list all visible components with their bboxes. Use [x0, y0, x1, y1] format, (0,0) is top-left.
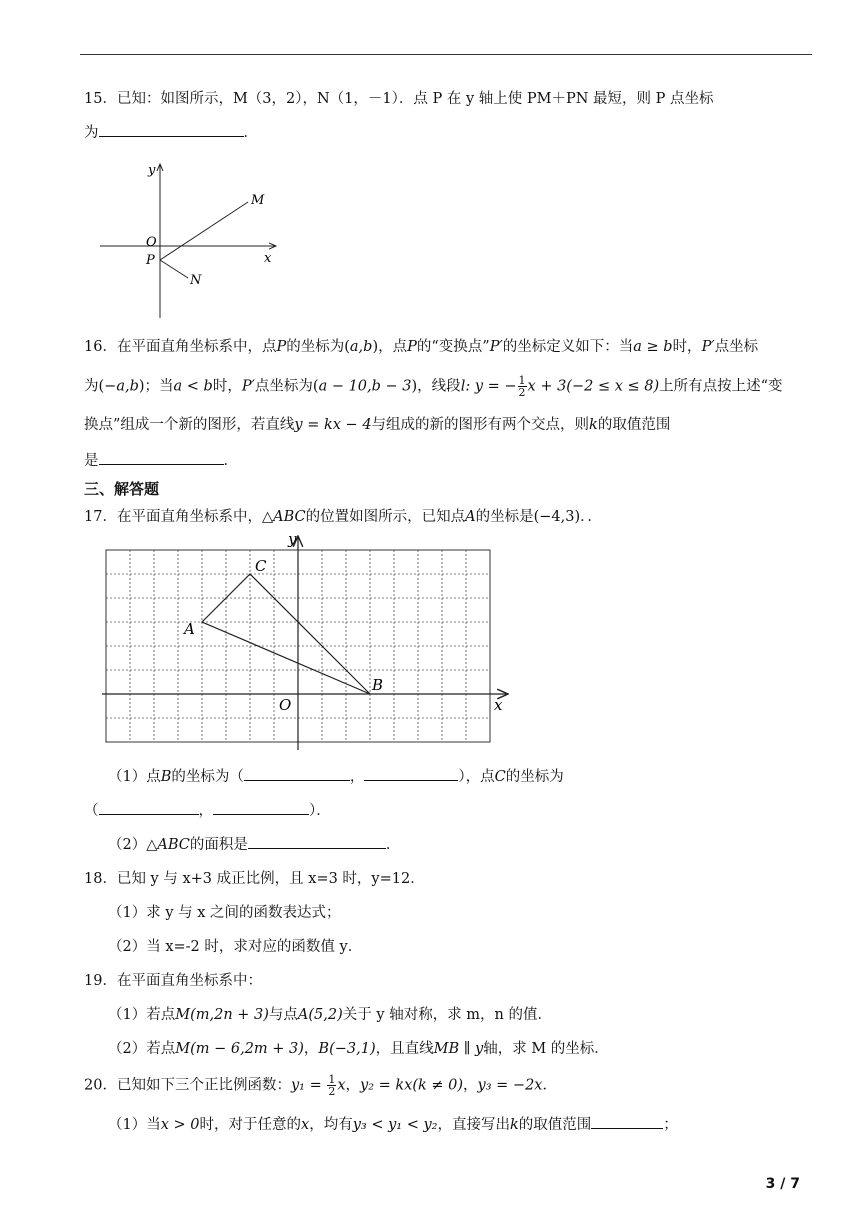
q18-part2: （2）当 x=-2 时，求对应的函数值 y． — [108, 939, 363, 955]
answer-blank[interactable] — [248, 834, 386, 849]
answer-blank[interactable] — [99, 122, 244, 137]
n-label: N — [190, 273, 202, 288]
q17-part1: （1）点B的坐标为（ ， ），点C的坐标为 — [108, 766, 564, 788]
m-label: M — [251, 193, 265, 208]
q20-line1: 20．已知如下三个正比例函数：y₁ = $\frac{1}{2}$ x，y₂ = kx(k ≠ 0)，y₃ = −2x． — [84, 1073, 557, 1098]
answer-blank[interactable] — [213, 800, 309, 815]
q17-part2: （2）△ABC的面积是 ． — [108, 834, 400, 856]
q20-part1: （1）当x > 0时，对于任意的x，均有y₃ < y₁ < y₂，直接写出k的取值范围 ； — [108, 1114, 678, 1136]
segment-pn — [160, 260, 188, 278]
q16-line3: 换点”组成一个新的图形，若直线y = kx − 4与组成的新的图形有两个交点，则k的取值范围 — [84, 417, 671, 433]
q16-line1: 16．在平面直角坐标系中，点P的坐标为(a,b)，点P的“变换点”P′的坐标定义如下：当a ≥ b时，P′点坐标 — [84, 339, 759, 355]
y-label: y — [288, 530, 297, 548]
answer-blank[interactable] — [364, 766, 458, 781]
q19-part2: （2）若点M(m − 6,2m + 3)，B(−3,1)，且直线MB ∥ y轴，求 M 的坐标． — [108, 1041, 609, 1057]
page-number: 3 / 7 — [765, 1176, 800, 1192]
q16-line4: 是 ． — [84, 450, 238, 472]
q17-figure — [98, 530, 518, 756]
q18-line1: 18．已知 y 与 x+3 成正比例，且 x=3 时，y=12． — [84, 871, 425, 887]
answer-blank[interactable] — [244, 766, 350, 781]
answer-blank[interactable] — [99, 450, 224, 465]
q17-line1: 17．在平面直角坐标系中，△ABC的位置如图所示，已知点A的坐标是(−4,3)．． — [84, 509, 602, 525]
section-title: 三、解答题 — [84, 480, 160, 498]
q18-part1: （1）求 y 与 x 之间的函数表达式； — [108, 905, 341, 921]
q19-line1: 19．在平面直角坐标系中： — [84, 973, 262, 989]
c-label: C — [255, 557, 267, 575]
o-label: O — [146, 235, 157, 250]
q15-line2: 为 ． — [84, 122, 258, 144]
x-label: x — [494, 696, 503, 714]
q19-part1: （1）若点M(m,2n + 3)与点A(5,2)关于 y 轴对称，求 m，n 的值． — [108, 1007, 552, 1023]
header-rule — [80, 54, 812, 55]
triangle-abc — [202, 574, 370, 694]
p-label: P — [146, 253, 155, 268]
y-label: y — [148, 163, 156, 178]
o-label: O — [279, 696, 292, 714]
q15-line1: 15．已知：如图所示，M（3，2），N（1，－1）．点 P 在 y 轴上使 PM＋PN 最短，则 P 点坐标 — [84, 91, 714, 107]
segment-pm — [160, 202, 248, 260]
q16-line2: 为(−a,b)；当a < b时，P′点坐标为(a − 10,b − 3)，线段l: y = − $\frac{1}{2}$ x + 3(−2 ≤ x ≤ 8)上所有点按上述“变 — [84, 374, 783, 399]
answer-blank[interactable] — [591, 1114, 663, 1129]
q15-figure — [96, 158, 286, 322]
answer-blank[interactable] — [99, 800, 199, 815]
x-label: x — [264, 251, 272, 266]
a-label: A — [184, 620, 195, 638]
b-label: B — [372, 676, 384, 694]
q17-part1-cont: （ ， ）． — [84, 800, 331, 822]
